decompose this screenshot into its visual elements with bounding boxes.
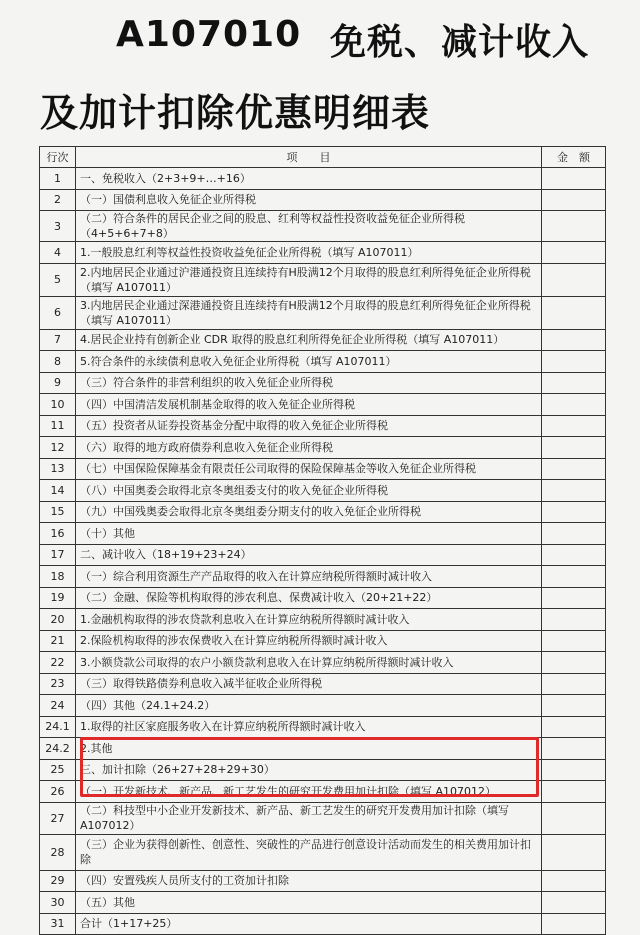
row-number: 19	[40, 587, 76, 609]
row-item-text: （一）开发新技术、新产品、新工艺发生的研究开发费用加计扣除（填写 A107012）	[76, 781, 542, 803]
row-amount-cell[interactable]	[542, 296, 606, 329]
row-amount-cell[interactable]	[542, 523, 606, 545]
row-item-text: （四）安置残疾人员所支付的工资加计扣除	[76, 870, 542, 892]
row-amount-cell[interactable]	[542, 544, 606, 566]
row-amount-cell[interactable]	[542, 480, 606, 502]
row-item-text: （二）符合条件的居民企业之间的股息、红利等权益性投资收益免征企业所得税（4+5+6+7+8）	[76, 211, 542, 242]
form-title-part-1: 免税、减计收入	[330, 22, 590, 63]
header-item: 项 目	[76, 147, 542, 168]
table-row	[40, 437, 606, 459]
row-item-text: 1.取得的社区家庭服务收入在计算应纳税所得额时减计收入	[76, 716, 542, 738]
row-amount-cell[interactable]	[542, 372, 606, 394]
row-item-text: 合计（1+17+25）	[76, 913, 542, 935]
row-number: 24.2	[40, 738, 76, 760]
row-number: 1	[40, 168, 76, 190]
table-row	[40, 329, 606, 351]
row-number: 30	[40, 892, 76, 914]
row-item-text: （四）中国清洁发展机制基金取得的收入免征企业所得税	[76, 394, 542, 416]
row-number: 2	[40, 189, 76, 211]
table-row	[40, 587, 606, 609]
row-number: 9	[40, 372, 76, 394]
row-number: 15	[40, 501, 76, 523]
row-number: 5	[40, 263, 76, 296]
table-row	[40, 189, 606, 211]
row-item-text: 3.内地居民企业通过深港通投资且连续持有H股满12个月取得的股息红利所得免征企业所得税（填写 A107011）	[76, 296, 542, 329]
row-amount-cell[interactable]	[542, 652, 606, 674]
row-number: 20	[40, 609, 76, 631]
table-row	[40, 480, 606, 502]
table-row	[40, 652, 606, 674]
row-amount-cell[interactable]	[542, 673, 606, 695]
row-item-text: 5.符合条件的永续债利息收入免征企业所得税（填写 A107011）	[76, 351, 542, 373]
table-row	[40, 781, 606, 803]
row-amount-cell[interactable]	[542, 211, 606, 242]
row-amount-cell[interactable]	[542, 892, 606, 914]
row-item-text: 3.小额贷款公司取得的农户小额贷款利息收入在计算应纳税所得额时减计收入	[76, 652, 542, 674]
row-item-text: （五）投资者从证券投资基金分配中取得的收入免征企业所得税	[76, 415, 542, 437]
table-row	[40, 263, 606, 296]
row-number: 13	[40, 458, 76, 480]
row-item-text: 2.内地居民企业通过沪港通投资且连续持有H股满12个月取得的股息红利所得免征企业所得税（填写 A107011）	[76, 263, 542, 296]
table-row	[40, 415, 606, 437]
row-amount-cell[interactable]	[542, 329, 606, 351]
table-row	[40, 673, 606, 695]
table-row	[40, 168, 606, 190]
row-item-text: 一、免税收入（2+3+9+…+16）	[76, 168, 542, 190]
row-number: 6	[40, 296, 76, 329]
row-number: 25	[40, 759, 76, 781]
row-number: 22	[40, 652, 76, 674]
table-row	[40, 870, 606, 892]
row-amount-cell[interactable]	[542, 437, 606, 459]
row-amount-cell[interactable]	[542, 351, 606, 373]
row-amount-cell[interactable]	[542, 870, 606, 892]
row-item-text: （七）中国保险保障基金有限责任公司取得的保险保障基金等收入免征企业所得税	[76, 458, 542, 480]
row-item-text: （二）科技型中小企业开发新技术、新产品、新工艺发生的研究开发费用加计扣除（填写 A107012）	[76, 802, 542, 834]
row-item-text: 二、减计收入（18+19+23+24）	[76, 544, 542, 566]
row-amount-cell[interactable]	[542, 458, 606, 480]
table-row	[40, 609, 606, 631]
row-item-text: （五）其他	[76, 892, 542, 914]
row-item-text: 2.保险机构取得的涉农保费收入在计算应纳税所得额时减计收入	[76, 630, 542, 652]
row-number: 21	[40, 630, 76, 652]
row-number: 7	[40, 329, 76, 351]
detail-table	[39, 146, 606, 935]
row-number: 24	[40, 695, 76, 717]
row-amount-cell[interactable]	[542, 759, 606, 781]
row-number: 26	[40, 781, 76, 803]
row-number: 23	[40, 673, 76, 695]
table-row	[40, 630, 606, 652]
table-row	[40, 802, 606, 834]
row-item-text: （一）综合利用资源生产产品取得的收入在计算应纳税所得额时减计收入	[76, 566, 542, 588]
row-item-text: 1.金融机构取得的涉农贷款利息收入在计算应纳税所得额时减计收入	[76, 609, 542, 631]
table-row	[40, 738, 606, 760]
row-amount-cell[interactable]	[542, 738, 606, 760]
row-item-text: （三）取得铁路债券利息收入减半征收企业所得税	[76, 673, 542, 695]
table-row	[40, 716, 606, 738]
row-amount-cell[interactable]	[542, 913, 606, 935]
header-row-no: 行次	[40, 147, 76, 168]
table-row	[40, 351, 606, 373]
row-number: 29	[40, 870, 76, 892]
table-row	[40, 458, 606, 480]
table-row	[40, 372, 606, 394]
row-amount-cell[interactable]	[542, 189, 606, 211]
row-amount-cell[interactable]	[542, 587, 606, 609]
table-row	[40, 695, 606, 717]
row-item-text: （三）企业为获得创新性、创意性、突破性的产品进行创意设计活动而发生的相关费用加计扣除	[76, 834, 542, 870]
table-row	[40, 394, 606, 416]
table-row	[40, 834, 606, 870]
row-number: 28	[40, 834, 76, 870]
form-title-part-2: 及加计扣除优惠明细表	[40, 91, 431, 135]
row-amount-cell[interactable]	[542, 695, 606, 717]
row-number: 31	[40, 913, 76, 935]
row-item-text: （九）中国残奥委会取得北京冬奥组委分期支付的收入免征企业所得税	[76, 501, 542, 523]
row-amount-cell[interactable]	[542, 834, 606, 870]
table-row	[40, 913, 606, 935]
row-item-text: 2.其他	[76, 738, 542, 760]
row-item-text: （六）取得的地方政府债券利息收入免征企业所得税	[76, 437, 542, 459]
table-row	[40, 211, 606, 242]
row-number: 27	[40, 802, 76, 834]
header-amount: 金 额	[542, 147, 606, 168]
table-header-row	[40, 147, 606, 168]
row-item-text: （四）其他（24.1+24.2）	[76, 695, 542, 717]
table-row	[40, 523, 606, 545]
row-number: 17	[40, 544, 76, 566]
row-item-text: （二）金融、保险等机构取得的涉农利息、保费减计收入（20+21+22）	[76, 587, 542, 609]
row-number: 14	[40, 480, 76, 502]
row-number: 16	[40, 523, 76, 545]
row-amount-cell[interactable]	[542, 716, 606, 738]
table-row	[40, 242, 606, 264]
row-amount-cell[interactable]	[542, 781, 606, 803]
row-number: 4	[40, 242, 76, 264]
row-item-text: （八）中国奥委会取得北京冬奥组委支付的收入免征企业所得税	[76, 480, 542, 502]
row-amount-cell[interactable]	[542, 802, 606, 834]
table-row	[40, 759, 606, 781]
row-amount-cell[interactable]	[542, 263, 606, 296]
row-amount-cell[interactable]	[542, 415, 606, 437]
table-row	[40, 566, 606, 588]
table-row	[40, 501, 606, 523]
page-title-line-1	[0, 14, 640, 70]
row-number: 24.1	[40, 716, 76, 738]
row-number: 11	[40, 415, 76, 437]
row-amount-cell[interactable]	[542, 566, 606, 588]
row-item-text: 1.一般股息红利等权益性投资收益免征企业所得税（填写 A107011）	[76, 242, 542, 264]
row-number: 18	[40, 566, 76, 588]
row-item-text: 4.居民企业持有创新企业 CDR 取得的股息红利所得免征企业所得税（填写 A107011）	[76, 329, 542, 351]
row-amount-cell[interactable]	[542, 168, 606, 190]
row-item-text: （十）其他	[76, 523, 542, 545]
row-number: 10	[40, 394, 76, 416]
row-amount-cell[interactable]	[542, 394, 606, 416]
row-number: 8	[40, 351, 76, 373]
form-code: A107010	[116, 14, 302, 55]
row-amount-cell[interactable]	[542, 630, 606, 652]
table-row	[40, 544, 606, 566]
row-amount-cell[interactable]	[542, 242, 606, 264]
row-item-text: （一）国债利息收入免征企业所得税	[76, 189, 542, 211]
row-amount-cell[interactable]	[542, 609, 606, 631]
row-number: 3	[40, 211, 76, 242]
row-item-text: （三）符合条件的非营利组织的收入免征企业所得税	[76, 372, 542, 394]
table-row	[40, 892, 606, 914]
table-row	[40, 296, 606, 329]
row-number: 12	[40, 437, 76, 459]
row-item-text: 三、加计扣除（26+27+28+29+30）	[76, 759, 542, 781]
row-amount-cell[interactable]	[542, 501, 606, 523]
